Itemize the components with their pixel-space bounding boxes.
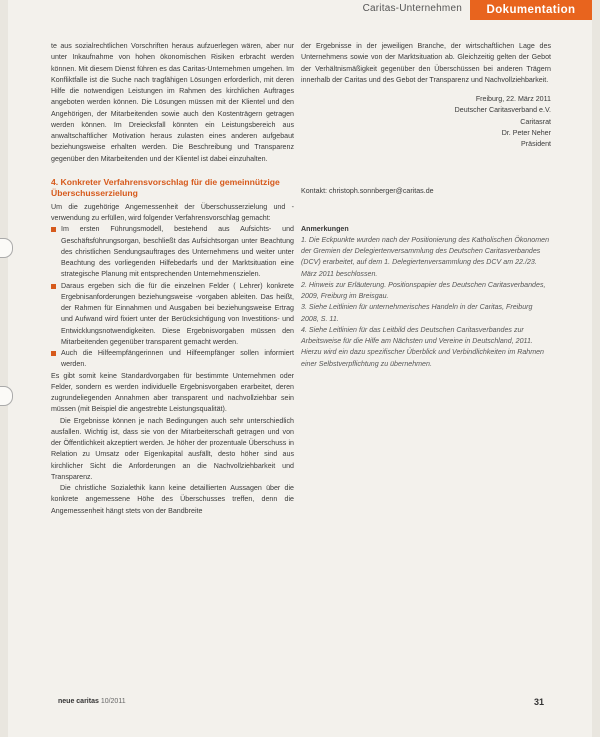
body-paragraph: Die Ergebnisse können je nach Bedingungen auch sehr unterschiedlich ausfallen. Wichtig ist, dass sie von der Mitarbeiterschaft getragen und von der Öffentlichkeit akzeptiert werden. Je höher der prozentuale Überschuss in Relation zu Umsatz oder Eigenkapital ausfällt, desto höher sind aus kirchlicher Sicht die Anforderungen an die Nachvollziehbarkeit und Transparenz. [51,416,294,481]
body-paragraph: Es gibt somit keine Standardvorgaben für bestimmte Unternehmen oder Felder, sondern es werden individuelle Ergebnisvorgaben erarbeitet, deren zugrundeliegenden Annahmen aber transparent und nachvollziehbar sein müssen (mit Beispiel die angestrebte Leistungsqualität). [51,371,294,414]
bullet-item: Daraus ergeben sich die für die einzelnen Felder ( Lehrer) konkrete Ergebnisanforderungen beziehungsweise -vorgaben ableiten. Das heißt, der Rahmen für Einnahmen und Ausgaben bei beziehungsweise Ertrag und Aufwand wird fixiert unter der Berücksichtigung von Investitions- und Entwicklungsnotwendigkeiten. Diese Ergebnisvorgaben müssen den Mitarbeitenden gegenüber transparent gemacht werden. [51,281,294,349]
signature-date: Freiburg, 22. März 2011 [475,95,551,103]
signature-name: Dr. Peter Neher [501,128,551,137]
footer-brand [58,698,126,705]
section-intro: Um die zugehörige Angemessenheit der Überschusserzielung und -verwendung zu erfüllen, wird folgender Verfahrensvorschlag gemacht: [51,202,294,222]
notes-heading: Anmerkungen [301,224,349,233]
section-heading: 4. Konkreter Verfahrensvorschlag für die gemeinnützige Überschusserzielung [51,176,280,198]
bullet-item: Auch die Hilfeempfängerinnen und Hilfeempfänger sollen informiert werden. [51,348,294,371]
bullet-list [51,224,294,370]
section-label: Caritas-Unternehmen [362,3,462,14]
body-paragraph: te aus sozialrechtlichen Vorschriften heraus aufzuerlegen wären, aber nur unter Inkaufnahme von hohen ökonomischen Risiken erbracht werden können. Mit diesem Dienst führen es das Caritas-Unternehmen umgehen. Im Konfliktfalle ist die Suche nach tragfähigen Lösungen erforderlich, mit deren Hilfe die notwendigen Leistungen im Rahmen des kirchlichen Auftrages angeboten werden können. Die Lösungen müssen mit der Klientel und den Angehörigen, der Mitarbeitenden sowie auch den Kostenträgern getragen werden können. Im Dreiecksfall könnten ein Leistungsbereich aus anwaltschaftlicher Motivation heraus zulasten eines anderen aufgebaut beziehungsweise erhalten werden. Die Beschreibung und Transparenz gegenüber den Mitarbeitenden und der Klientel ist dabei einzuhalten. [51,42,294,163]
signature-role: Präsident [521,140,551,148]
left-column [51,41,294,517]
magazine-page [8,0,592,737]
note-item: 4. Siehe Leitlinien für das Leitbild des Deutschen Caritasverbandes zur Arbeitsweise für die Hilfe am Nächsten und Vereine in Deutschland, 2011. Hierzu wird ein dazu spezifischer Überblick und Verbindlichkeiten im Rahmen einer Selbstverpflichtung zu übernehmen. [301,325,545,368]
signature-body: Caritasrat [520,117,551,126]
body-paragraph: Die christliche Sozialethik kann keine detaillierten Aussagen über die konkrete angemessene Höhe des Überschusses treffen, denn die Angemessenheit hängt stets von der Bandbreite [51,484,294,515]
note-item: 2. Hinweis zur Erläuterung. Positionspapier des Deutschen Caritasverbandes, 2009, Freiburg im Breisgau. [301,280,546,300]
notes-list [301,235,551,370]
contact-line: Kontakt: christoph.sonnberger@caritas.de [301,187,434,196]
note-item: 3. Siehe Leitlinien für unternehmerisches Handeln in der Caritas, Freiburg 2008, S. 11. [301,303,533,323]
magazine-name: neue caritas [58,698,99,705]
bullet-square-icon [51,227,56,232]
note-item: 1. Die Eckpunkte wurden nach der Positionierung des Katholischen Ökonomen der Gremien der Delegiertenversammlung des Deutschen Caritasverbandes (DCV) erarbeitet, auf dem 1. Delegiertenversammlung des DCV am 22./23. März 2011 beschlossen. [301,235,550,278]
body-paragraph: der Ergebnisse in der jeweiligen Branche, der wirtschaftlichen Lage des Unternehmens sowie von der Marktsituation ab. Gleichzeitig gelten der Gebot der Verhältnismäßigkeit gegenüber den Überschüssen bei anderen Trägern innerhalb der Caritas und des Gebot der Transparenz und Nachvollziehbarkeit. [301,42,551,84]
bullet-item: Im ersten Führungsmodell, bestehend aus Aufsichts- und Geschäftsführungsorgan, beschließt das Aufsichtsorgan unter Beachtung des christlichen Sendungsauftrages des Unternehmens und weiter unter Beachtung des vorliegenden Hilfebedarfs und der Marktsituation eine strategische Planung mit entsprechenden Unternehmenszielen. [51,224,294,280]
signature-block [301,94,551,150]
issue-number: 10/2011 [100,698,126,705]
page-number: 31 [533,697,544,707]
section-badge: Dokumentation [470,0,592,20]
right-column [301,41,551,370]
bullet-square-icon [51,351,56,356]
bullet-square-icon [51,284,56,289]
signature-org: Deutscher Caritasverband e.V. [454,106,551,115]
